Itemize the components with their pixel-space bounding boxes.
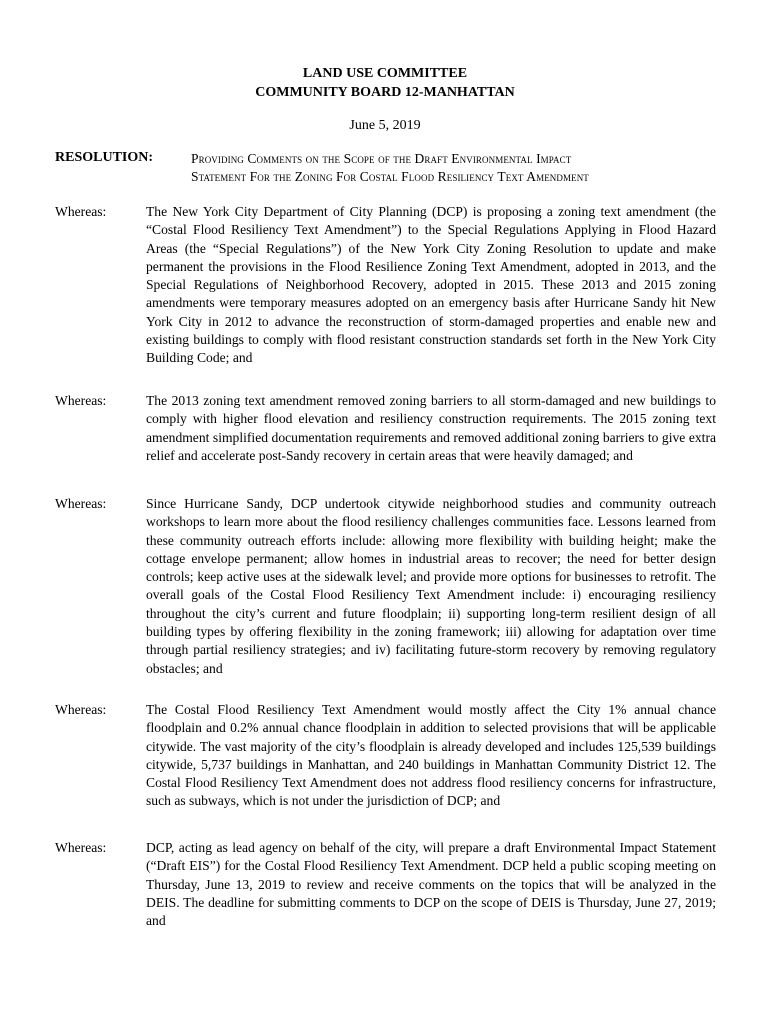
whereas-label: Whereas:	[55, 496, 107, 511]
whereas-label: Whereas:	[55, 204, 107, 219]
whereas-label: Whereas:	[55, 840, 107, 855]
whereas-text: DCP, acting as lead agency on behalf of the city, will prepare a draft Environmental Impact Statement (“Draft EIS”) for the Costal Flood Resiliency Text Amendment. DCP held a public scoping meeting on Thursday, June 13, 2019 to review and receive comments on the topics that will be analyzed in the DEIS. The deadline for submitting comments to DCP on the scope of DEIS is Thursday, June 27, 2019; and	[146, 840, 716, 929]
whereas-text: The 2013 zoning text amendment removed zoning barriers to all storm-damaged and new buildings to comply with higher flood elevation and resiliency construction requirements. The 2015 zoning text amendment simplified documentation requirements and removed additional zoning barriers to give extra relief and accelerate post-Sandy recovery in certain areas that were heavily damaged; and	[146, 393, 716, 463]
committee-name: LAND USE COMMITTEE	[302, 66, 468, 81]
whereas-text: The Costal Flood Resiliency Text Amendment would mostly affect the City 1% annual chance floodplain and 0.2% annual chance floodplain in addition to selected provisions that will be applicable citywide. The vast majority of the city’s floodplain is already developed and includes 125,539 buildings citywide, 5,737 buildings in Manhattan, and 240 buildings in Manhattan Community District 12. The Costal Flood Resiliency Text Amendment does not address flood resiliency concerns for infrastructure, such as subways, which is not under the jurisdiction of DCP; and	[146, 702, 716, 809]
committee-header	[0, 64, 770, 102]
resolution-title-line: Providing Comments on the Scope of the Draft Environmental Impact	[191, 151, 572, 166]
board-name: COMMUNITY BOARD 12-MANHATTAN	[255, 85, 515, 100]
whereas-text: Since Hurricane Sandy, DCP undertook citywide neighborhood studies and community outreach workshops to learn more about the flood resiliency challenges communities face. Lessons learned from these community outreach efforts include: allowing more flexibility with building height; make the cottage envelope permanent; allow homes in industrial areas to recover; the need for better design controls; keep active uses at the sidewalk level; and provide more options for businesses to retrofit. The overall goals of the Costal Flood Resiliency Text Amendment include: i) encouraging resiliency throughout the city’s current and future floodplain; ii) supporting long-term resilient design of all building types by offering flexibility in the zoning framework; iii) allowing for adaptation over time through partial resiliency strategies; and iv) facilitating future-storm recovery by removing regulatory obstacles; and	[146, 496, 716, 676]
whereas-text: The New York City Department of City Planning (DCP) is proposing a zoning text amendment (the “Costal Flood Resiliency Text Amendment”) to the Special Regulations Applying in Flood Hazard Areas (the “Special Regulations”) of the New York City Zoning Resolution to update and make permanent the provisions in the Flood Resilience Zoning Text Amendment, adopted in 2013, and the Special Regulations of Neighborhood Recovery, adopted in 2015. These 2013 and 2015 zoning amendments were temporary measures adopted on an emergency basis after Hurricane Sandy hit New York City in 2012 to advance the reconstruction of storm-damaged properties and enable new and existing buildings to comply with flood resistant construction standards set forth in the New York City Building Code; and	[146, 204, 716, 366]
resolution-title	[191, 150, 711, 185]
whereas-label: Whereas:	[55, 393, 107, 408]
whereas-label: Whereas:	[55, 702, 107, 717]
resolution-title-line: Statement For the Zoning For Costal Flood Resiliency Text Amendment	[191, 168, 589, 184]
resolution-label: RESOLUTION:	[55, 150, 154, 165]
document-date: June 5, 2019	[349, 118, 421, 133]
